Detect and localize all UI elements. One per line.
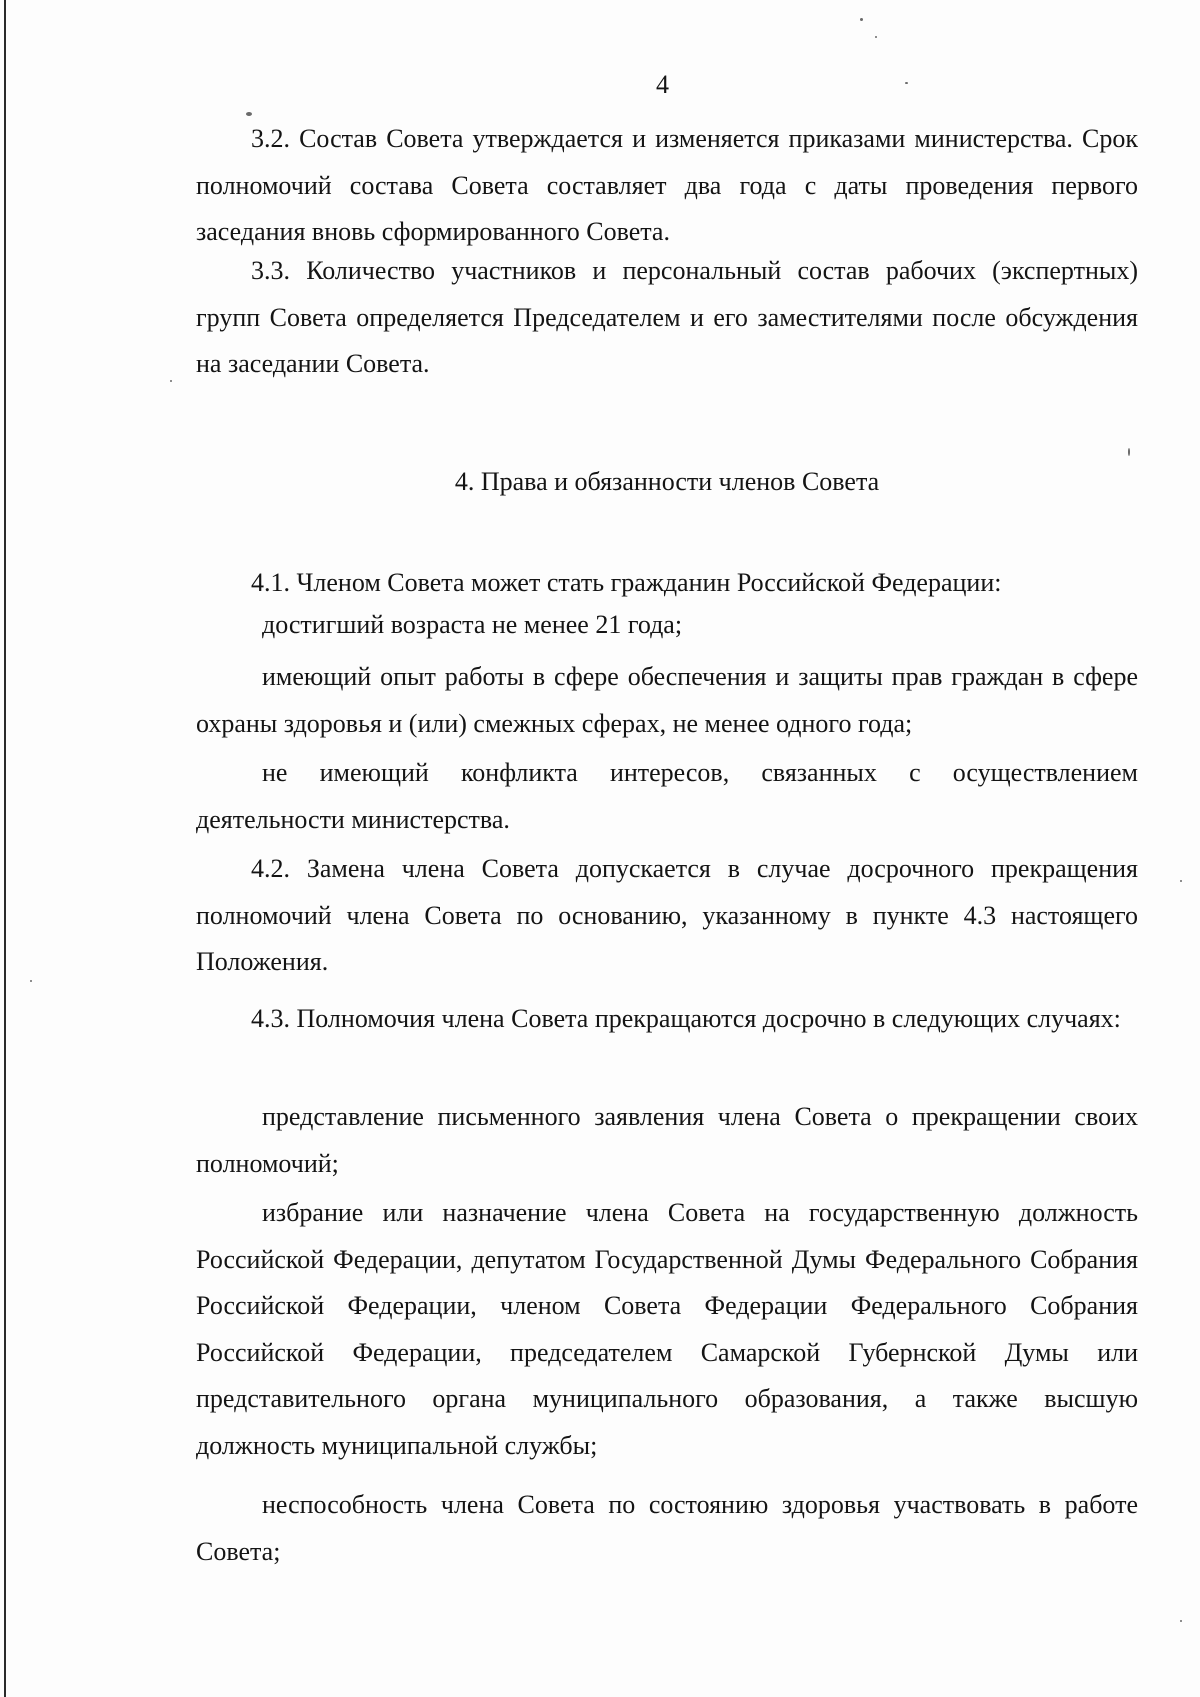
scan-speck [170,380,172,382]
scan-speck [860,18,863,21]
paragraph-4-1: 4.1. Членом Совета может стать гражданин Российской Федерации: [251,568,1002,597]
paragraph-3-2: 3.2. Состав Совета утверждается и изменяется приказами министерства. Срок полномочий состава Совета составляет два года с даты проведения первого заседания вновь сформированного Совета. [196,124,1138,246]
page-left-edge [4,0,6,1697]
scan-speck [875,36,877,38]
scan-speck [246,112,252,116]
list-item-conflict: не имеющий конфликта интересов, связанных с осуществлением деятельности министерства. [196,758,1138,834]
paragraph-4-3: 4.3. Полномочия члена Совета прекращаются досрочно в следующих случаях: [251,1004,1121,1033]
list-item-resignation: представление письменного заявления члена Совета о прекращении своих полномочий; [196,1102,1138,1178]
page-number: 4 [656,70,669,99]
scan-speck [1180,880,1182,882]
list-item-health: неспособность члена Совета по состоянию здоровья участвовать в работе Совета; [196,1490,1138,1566]
list-item-appointment: избрание или назначение члена Совета на государственную должность Российской Федерации, депутатом Государственной Думы Федерального Собрания Российской Федерации, членом Совета Федерации Федерального Собрания Российской Федерации, председателем Самарской Губернской Думы или представительного органа муниципального образования, а также высшую должность муниципальной службы; [196,1198,1138,1460]
paragraph-3-3: 3.3. Количество участников и персональный состав рабочих (экспертных) групп Совета определяется Председателем и его заместителями после обсуждения на заседании Совета. [196,256,1138,378]
scan-speck [1180,1620,1182,1622]
scan-speck [30,980,32,982]
list-item-age: достигший возраста не менее 21 года; [262,610,683,639]
scan-speck [1128,448,1130,456]
scan-speck [905,82,908,84]
paragraph-4-2: 4.2. Замена члена Совета допускается в случае досрочного прекращения полномочий члена Совета по основанию, указанному в пункте 4.3 настоящего Положения. [196,854,1138,976]
section-heading: 4. Права и обязанности членов Совета [454,467,880,496]
list-item-experience: имеющий опыт работы в сфере обеспечения и защиты прав граждан в сфере охраны здоровья и (или) смежных сферах, не менее одного года; [196,662,1138,738]
